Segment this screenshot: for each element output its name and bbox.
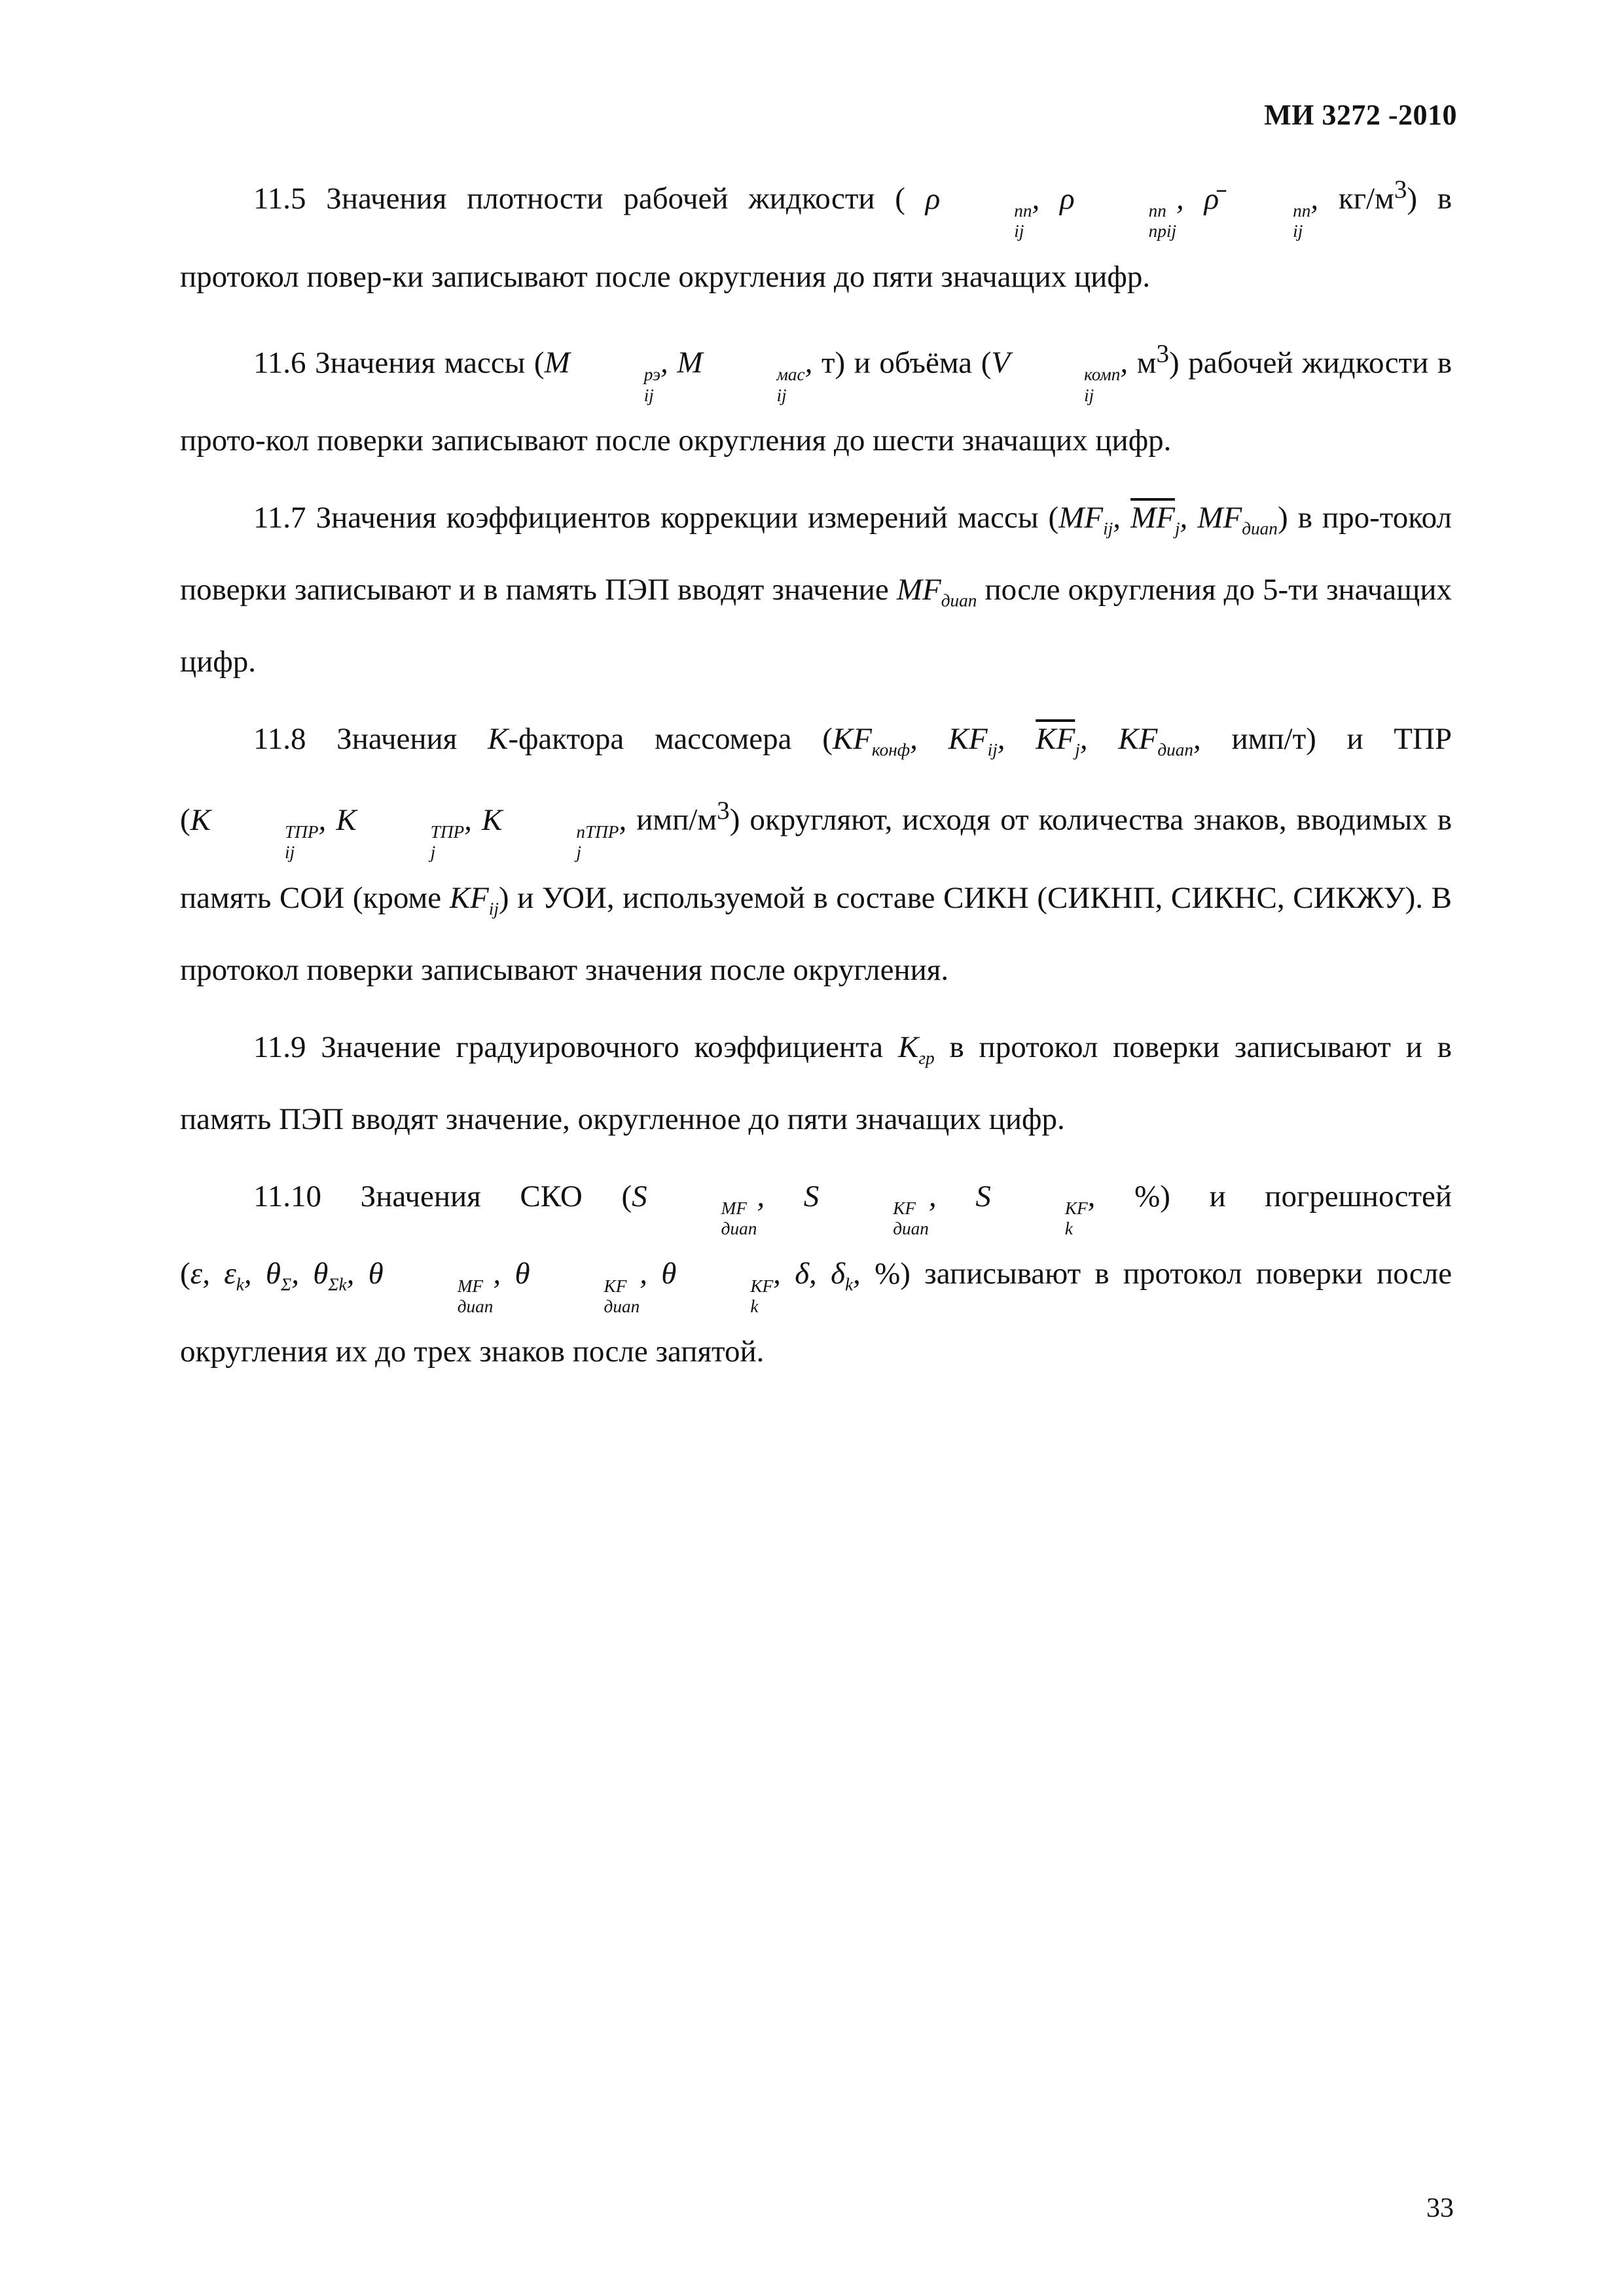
formula-kf: $KF_{конф}$, $KF_{ij}$, $\overline{KF}_j$, $KF_{диап}$,: [832, 722, 1232, 760]
text-run: 11.8 Значения: [253, 722, 488, 757]
text-run: 11.7 Значения коэффициентов коррекции измерений массы (: [253, 501, 1059, 535]
formula-mf-diap: $MF_{диап}$: [896, 573, 977, 611]
text-run: 11.10 Значения СКО (: [253, 1179, 632, 1213]
formula-kf-ij: $KF_{ij}$: [449, 880, 499, 918]
formula-sko: S MF диап , S KF диап , S KF k ,: [632, 1179, 1135, 1239]
formula-mass: M рэ ij , M мас ij ,: [544, 346, 821, 405]
text-run: ) округляют, исходя от количества знаков, вводимых в память СОИ (кроме: [180, 802, 1453, 915]
text-run: %) записывают в протокол поверки после округления их до трех знаков после запятой.: [180, 1257, 1453, 1369]
text-run: в протокол поверки записывают и в память ПЭП вводят значение, округленное до пяти значащих цифр.: [180, 1030, 1452, 1136]
text-run: 11.6 Значения массы (: [253, 346, 545, 380]
text-run: кг/м: [1338, 181, 1394, 216]
paragraph-11-5: [180, 154, 1452, 313]
formula-volume: V комп ij ,: [991, 346, 1137, 405]
text-run: ) и УОИ, используемой в составе СИКН (СИКНП, СИКНС, СИКЖУ). В протокол поверки записывают значения после округления.: [180, 880, 1452, 987]
text-run: -фактора массомера (: [508, 722, 833, 757]
paragraph-11-7: [180, 482, 1452, 698]
superscript: 3: [1156, 339, 1170, 368]
document-body: [180, 154, 1452, 1388]
formula-k-tpr: K ТПР ij , K ТПР j , K пТПР j ,: [190, 802, 637, 863]
paragraph-11-8: [180, 703, 1452, 1006]
text-run: ) в протокол повер-ки записывают после округления до пяти значащих цифр.: [180, 181, 1453, 294]
text-run: м: [1136, 346, 1157, 380]
formula-rho: ρ пп ij , ρ пп прij , ρ̄ пп ij ,: [925, 181, 1339, 242]
text-run: 11.5 Значения плотности рабочей жидкости (: [253, 181, 905, 216]
superscript: 3: [717, 797, 730, 825]
text-run: имп/т) и ТПР (: [180, 722, 1453, 837]
superscript: 3: [1394, 175, 1407, 204]
document-id-header: МИ 3272 -2010: [1264, 99, 1457, 131]
paragraph-11-9: [180, 1011, 1452, 1155]
text-run: ) в про-токол поверки записывают и в память ПЭП вводят значение: [180, 501, 1452, 607]
symbol-k: K: [487, 722, 509, 757]
text-run: имп/м: [636, 802, 717, 837]
paragraph-11-10: [180, 1160, 1452, 1388]
formula-k-gr: $K_{гр}$: [898, 1030, 935, 1067]
formula-mf: $MF_{ij}$, $\overline{MF}_j$, $MF_{диап}$: [1058, 501, 1278, 539]
text-run: 11.9 Значение градуировочного коэффициента: [253, 1030, 899, 1064]
formula-errors: ε, $\varepsilon_k$, $\theta_\Sigma$, $\theta_{\Sigma k}$, θ MF диап , θ KF диап , θ KF k , δ, $\delta_k$,: [190, 1257, 875, 1317]
text-run: %) и погрешностей (: [180, 1179, 1453, 1291]
text-run: ) рабочей жидкости в прото-кол поверки записывают после округления до шести значащих цифр.: [180, 346, 1453, 458]
paragraph-11-6: [180, 318, 1452, 477]
text-run: т) и объёма (: [821, 346, 992, 380]
text-run: после округления до 5-ти значащих цифр.: [180, 573, 1452, 679]
page-number: 33: [1426, 2193, 1454, 2223]
